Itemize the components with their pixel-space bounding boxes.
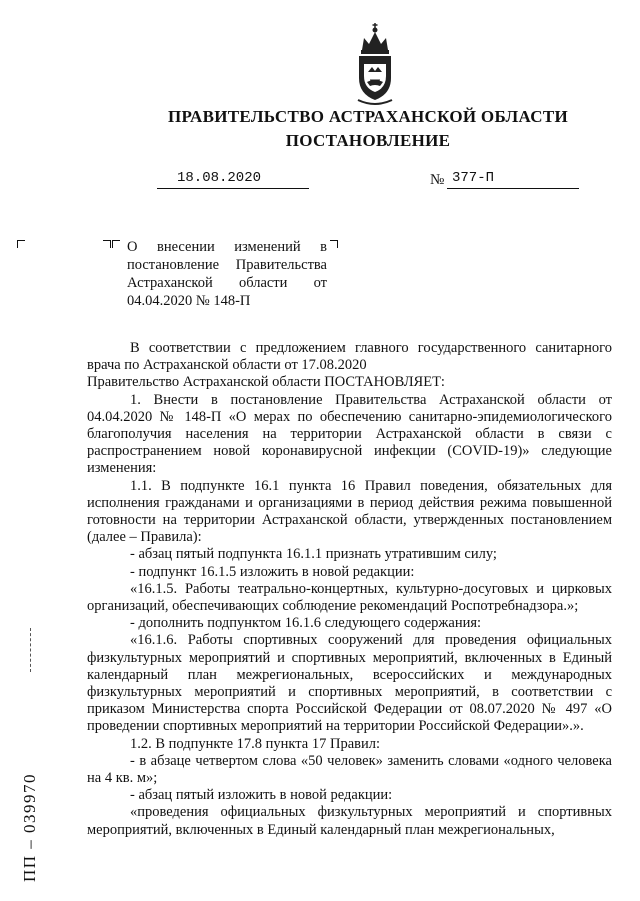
serial-number-text: ПП – 039970: [20, 772, 39, 882]
subject-word: в: [320, 239, 327, 255]
doc-type-title: ПОСТАНОВЛЕНИЕ: [285, 131, 451, 150]
subject-word: области: [238, 275, 288, 291]
paragraph: 1.1. В подпункте 16.1 пункта 16 Правил поведения, обязательных для исполнения гражданами и организациями в период действия режима повышенной готовности на территории Астраханской области, утвержденных постановлением (далее – Правила):: [87, 477, 612, 546]
document-date: 18.08.2020: [177, 170, 262, 186]
subject-word: внесении: [157, 239, 215, 255]
coat-of-arms-icon: [350, 20, 400, 106]
paragraph: - подпункт 16.1.5 изложить в новой редакции:: [130, 563, 415, 580]
subject-corner-mark-end: [330, 240, 338, 248]
subject-line-last: 04.04.2020 № 148-П: [127, 293, 251, 309]
subject-word: Правительства: [235, 257, 327, 273]
paragraph: «проведения официальных физкультурных мероприятий и спортивных мероприятий, включенных в Единый календарный план межрегиональных,: [87, 804, 612, 838]
document-body: [87, 340, 612, 839]
number-prefix: №: [430, 172, 445, 188]
date-underline: [157, 188, 309, 189]
subject-word: от: [313, 275, 327, 291]
serial-number-mark: [18, 710, 40, 885]
subject-corner-mark-right: [103, 240, 111, 248]
subject-word: изменений: [234, 239, 301, 255]
number-underline: [447, 188, 579, 189]
document-number: 377-П: [452, 170, 495, 186]
subject-line: [127, 274, 327, 292]
paragraph: 1. Внести в постановление Правительства Астраханской области от 04.04.2020 № 148-П «О мерах по обеспечению санитарно-эпидемиологического благополучия населения на территории Астраханской области в связи с распространением новой коронавирусной инфекции (COVID-19)» следующие изменения:: [87, 391, 612, 477]
left-corner-mark: [17, 240, 25, 248]
paragraph: - дополнить подпунктом 16.1.6 следующего содержания:: [130, 615, 482, 632]
paragraph: В соответствии с предложением главного государственного санитарного врача по Астраханской области от 17.08.2020: [87, 340, 612, 374]
subject-line: [127, 256, 327, 274]
org-title: ПРАВИТЕЛЬСТВО АСТРАХАНСКОЙ ОБЛАСТИ: [168, 107, 568, 126]
paragraph: - абзац пятый изложить в новой редакции:: [130, 787, 393, 804]
paragraph: Правительство Астраханской области ПОСТАНОВЛЯЕТ:: [87, 374, 445, 391]
side-dashed-mark: [30, 628, 32, 672]
paragraph: - в абзаце четвертом слова «50 человек» заменить словами «одного человека на 4 кв. м»;: [87, 752, 612, 787]
subject-corner-mark-left: [112, 240, 120, 248]
document-subject: [127, 238, 327, 310]
subject-word: Астраханской: [127, 275, 213, 291]
paragraph: «16.1.5. Работы театрально-концертных, культурно-досуговых и цирковых организаций, обеспечивающих соблюдение рекомендаций Роспотребнадзора.»;: [87, 580, 612, 615]
subject-line: [127, 238, 327, 256]
subject-word: О: [127, 239, 138, 255]
paragraph: 1.2. В подпункте 17.8 пункта 17 Правил:: [130, 735, 381, 752]
subject-word: постановление: [127, 257, 220, 273]
paragraph: - абзац пятый подпункта 16.1.1 признать утратившим силу;: [130, 546, 497, 563]
paragraph: «16.1.6. Работы спортивных сооружений для проведения официальных физкультурных мероприятий и спортивных мероприятий, включенных в Единый календарный план межрегиональных, всероссийских и международных физкультурных мероприятий и спортивных мероприятий, в соответствии с приказом Министерства спорта Российской Федерации от 08.07.2020 № 497 «О проведении спортивных мероприятий на территории Российской Федерации».».: [87, 632, 612, 735]
